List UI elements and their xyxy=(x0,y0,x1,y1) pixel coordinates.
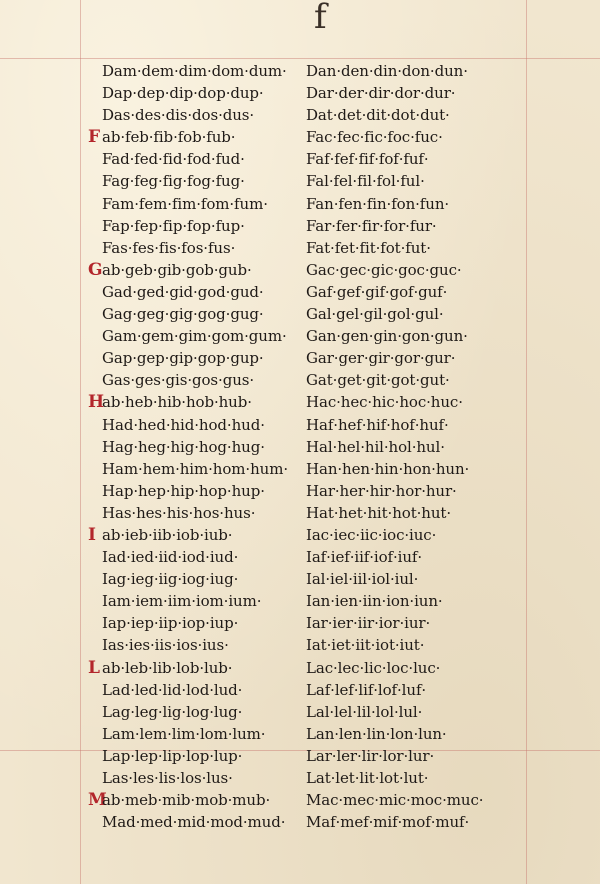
left-column-line xyxy=(88,745,298,767)
right-column-line: Iat·iet·iit·iot·iut· xyxy=(306,636,425,655)
left-column-line xyxy=(88,259,298,281)
right-column-line: Fal·fel·fil·fol·ful· xyxy=(306,172,425,191)
left-column-line xyxy=(88,789,298,811)
left-column-line xyxy=(88,679,298,701)
right-column-line: Laf·lef·lif·lof·luf· xyxy=(306,680,427,699)
syllable-sequence: ab·ieb·iib·iob·iub· xyxy=(102,525,233,544)
syllable-sequence: Dap·dep·dip·dop·dup· xyxy=(102,84,264,103)
syllable-sequence: Lam·lem·lim·lom·lum· xyxy=(102,724,266,743)
syllable-sequence: Las·les·lis·los·lus· xyxy=(102,769,233,787)
folio-mark: f xyxy=(314,0,327,37)
left-column-line xyxy=(88,237,298,259)
rubricated-initial: I xyxy=(88,524,96,545)
syllable-sequence: Fam·fem·fim·fom·fum· xyxy=(102,194,268,213)
syllable-sequence: Fad·fed·fid·fod·fud· xyxy=(102,150,245,169)
right-column-line: Maf·mef·mif·mof·muf· xyxy=(306,813,470,832)
syllable-sequence: Dam·dem·dim·dom·dum· xyxy=(102,62,287,80)
syllable-sequence: ab·feb·fib·fob·fub· xyxy=(102,128,236,147)
right-column-line: Ian·ien·iin·ion·iun· xyxy=(306,592,443,611)
left-column-line xyxy=(88,524,298,546)
rubricated-initial: H xyxy=(88,392,104,413)
left-column-line xyxy=(88,325,298,347)
left-column-line xyxy=(88,193,298,215)
left-column-line xyxy=(88,391,298,413)
syllable-sequence: Hag·heg·hig·hog·hug· xyxy=(102,437,265,456)
left-column-line xyxy=(88,148,298,170)
left-column xyxy=(88,60,298,833)
syllable-sequence: Gam·gem·gim·gom·gum· xyxy=(102,327,287,346)
right-column-line: Fac·fec·fic·foc·fuc· xyxy=(306,128,443,147)
rubricated-initial: L xyxy=(88,657,100,678)
left-column-line xyxy=(88,414,298,436)
syllable-sequence: ab·meb·mib·mob·mub· xyxy=(102,791,271,810)
right-column-line: Iar·ier·iir·ior·iur· xyxy=(306,614,431,633)
syllable-sequence: Gad·ged·gid·god·gud· xyxy=(102,282,264,301)
right-column-line: Haf·hef·hif·hof·huf· xyxy=(306,415,449,434)
syllable-sequence: Had·hed·hid·hod·hud· xyxy=(102,415,265,434)
syllable-sequence: Mad·med·mid·mod·mud· xyxy=(102,813,286,832)
right-column-line: Gac·gec·gic·goc·guc· xyxy=(306,260,462,279)
right-column-line: Fat·fet·fit·fot·fut· xyxy=(306,238,431,257)
right-column-line: Dan·den·din·don·dun· xyxy=(306,62,468,80)
right-column-line: Far·fer·fir·for·fur· xyxy=(306,216,437,235)
right-column-line: Lat·let·lit·lot·lut· xyxy=(306,769,429,787)
left-column-line xyxy=(88,502,298,524)
right-column-line: Iac·iec·iic·ioc·iuc· xyxy=(306,525,437,544)
syllable-sequence: Fag·feg·fig·fog·fug· xyxy=(102,172,245,191)
left-column-line xyxy=(88,126,298,148)
left-column-line xyxy=(88,303,298,325)
right-column-line: Har·her·hir·hor·hur· xyxy=(306,481,457,500)
left-column-line xyxy=(88,480,298,502)
syllable-sequence: Gap·gep·gip·gop·gup· xyxy=(102,349,264,368)
right-column-line: Faf·fef·fif·fof·fuf· xyxy=(306,150,429,169)
right-column-line: Iaf·ief·iif·iof·iuf· xyxy=(306,548,423,567)
syllable-sequence: Iap·iep·iip·iop·iup· xyxy=(102,614,239,633)
left-column-line xyxy=(88,546,298,568)
left-column-line xyxy=(88,369,298,391)
right-column-line: Lac·lec·lic·loc·luc· xyxy=(306,658,441,677)
left-column-line xyxy=(88,104,298,126)
syllable-sequence: Lap·lep·lip·lop·lup· xyxy=(102,746,243,765)
syllable-sequence: Hap·hep·hip·hop·hup· xyxy=(102,481,265,500)
syllable-sequence: Iam·iem·iim·iom·ium· xyxy=(102,592,262,611)
syllable-sequence: Iad·ied·iid·iod·iud· xyxy=(102,548,239,567)
syllable-sequence: Lag·leg·lig·log·lug· xyxy=(102,702,243,721)
left-column-line xyxy=(88,590,298,612)
right-column-line: Hac·hec·hic·hoc·huc· xyxy=(306,393,463,412)
syllable-sequence: ab·geb·gib·gob·gub· xyxy=(102,260,252,279)
right-column-line: Dat·det·dit·dot·dut· xyxy=(306,106,450,125)
syllable-sequence: Gas·ges·gis·gos·gus· xyxy=(102,371,255,390)
right-column-line: Gat·get·git·got·gut· xyxy=(306,371,450,390)
left-column-line xyxy=(88,701,298,723)
syllable-sequence: Has·hes·his·hos·hus· xyxy=(102,503,256,522)
right-column-line: Gal·gel·gil·gol·gul· xyxy=(306,305,444,324)
right-column-line: Gan·gen·gin·gon·gun· xyxy=(306,327,468,346)
left-column-line xyxy=(88,281,298,303)
rubricated-initial: F xyxy=(88,127,100,148)
syllable-sequence: Fas·fes·fis·fos·fus· xyxy=(102,238,236,257)
left-column-line xyxy=(88,568,298,590)
syllable-sequence: Ham·hem·him·hom·hum· xyxy=(102,459,288,478)
syllable-sequence: Ias·ies·iis·ios·ius· xyxy=(102,636,229,655)
ruling-line-top xyxy=(0,58,600,59)
right-column-line: Gar·ger·gir·gor·gur· xyxy=(306,349,456,368)
left-column-line xyxy=(88,82,298,104)
right-column-line: Hal·hel·hil·hol·hul· xyxy=(306,437,445,456)
syllable-sequence: Fap·fep·fip·fop·fup· xyxy=(102,216,245,235)
left-column-line xyxy=(88,436,298,458)
rubricated-initial: G xyxy=(88,259,103,280)
right-column-line: Dar·der·dir·dor·dur· xyxy=(306,84,456,103)
left-column-line xyxy=(88,170,298,192)
syllable-sequence: Iag·ieg·iig·iog·iug· xyxy=(102,570,239,589)
syllable-sequence: Gag·geg·gig·gog·gug· xyxy=(102,305,264,324)
syllable-sequence: ab·heb·hib·hob·hub· xyxy=(102,393,252,412)
left-column-line xyxy=(88,215,298,237)
left-column-line xyxy=(88,657,298,679)
right-column-line: Lal·lel·lil·lol·lul· xyxy=(306,702,423,721)
right-column-line: Hat·het·hit·hot·hut· xyxy=(306,503,452,522)
right-column-line: Mac·mec·mic·moc·muc· xyxy=(306,791,484,810)
left-column-line xyxy=(88,811,298,833)
left-column-line xyxy=(88,458,298,480)
syllable-sequence: Lad·led·lid·lod·lud· xyxy=(102,680,243,699)
left-column-line xyxy=(88,60,298,82)
syllable-sequence: Das·des·dis·dos·dus· xyxy=(102,106,255,125)
syllable-sequence: ab·leb·lib·lob·lub· xyxy=(102,658,233,677)
rubricated-initial: M xyxy=(88,790,107,811)
left-column-line xyxy=(88,612,298,634)
right-column-line: Gaf·gef·gif·gof·guf· xyxy=(306,282,448,301)
right-column-line: Fan·fen·fin·fon·fun· xyxy=(306,194,450,213)
right-column xyxy=(306,60,516,833)
right-column-line: Lan·len·lin·lon·lun· xyxy=(306,724,447,743)
ruling-line-right xyxy=(526,0,527,884)
right-column-line: Lar·ler·lir·lor·lur· xyxy=(306,746,435,765)
right-column-line: Ial·iel·iil·iol·iul· xyxy=(306,570,419,589)
ruling-line-left xyxy=(80,0,81,884)
left-column-line xyxy=(88,767,298,789)
left-column-line xyxy=(88,723,298,745)
left-column-line xyxy=(88,634,298,656)
left-column-line xyxy=(88,347,298,369)
right-column-line: Han·hen·hin·hon·hun· xyxy=(306,459,470,478)
